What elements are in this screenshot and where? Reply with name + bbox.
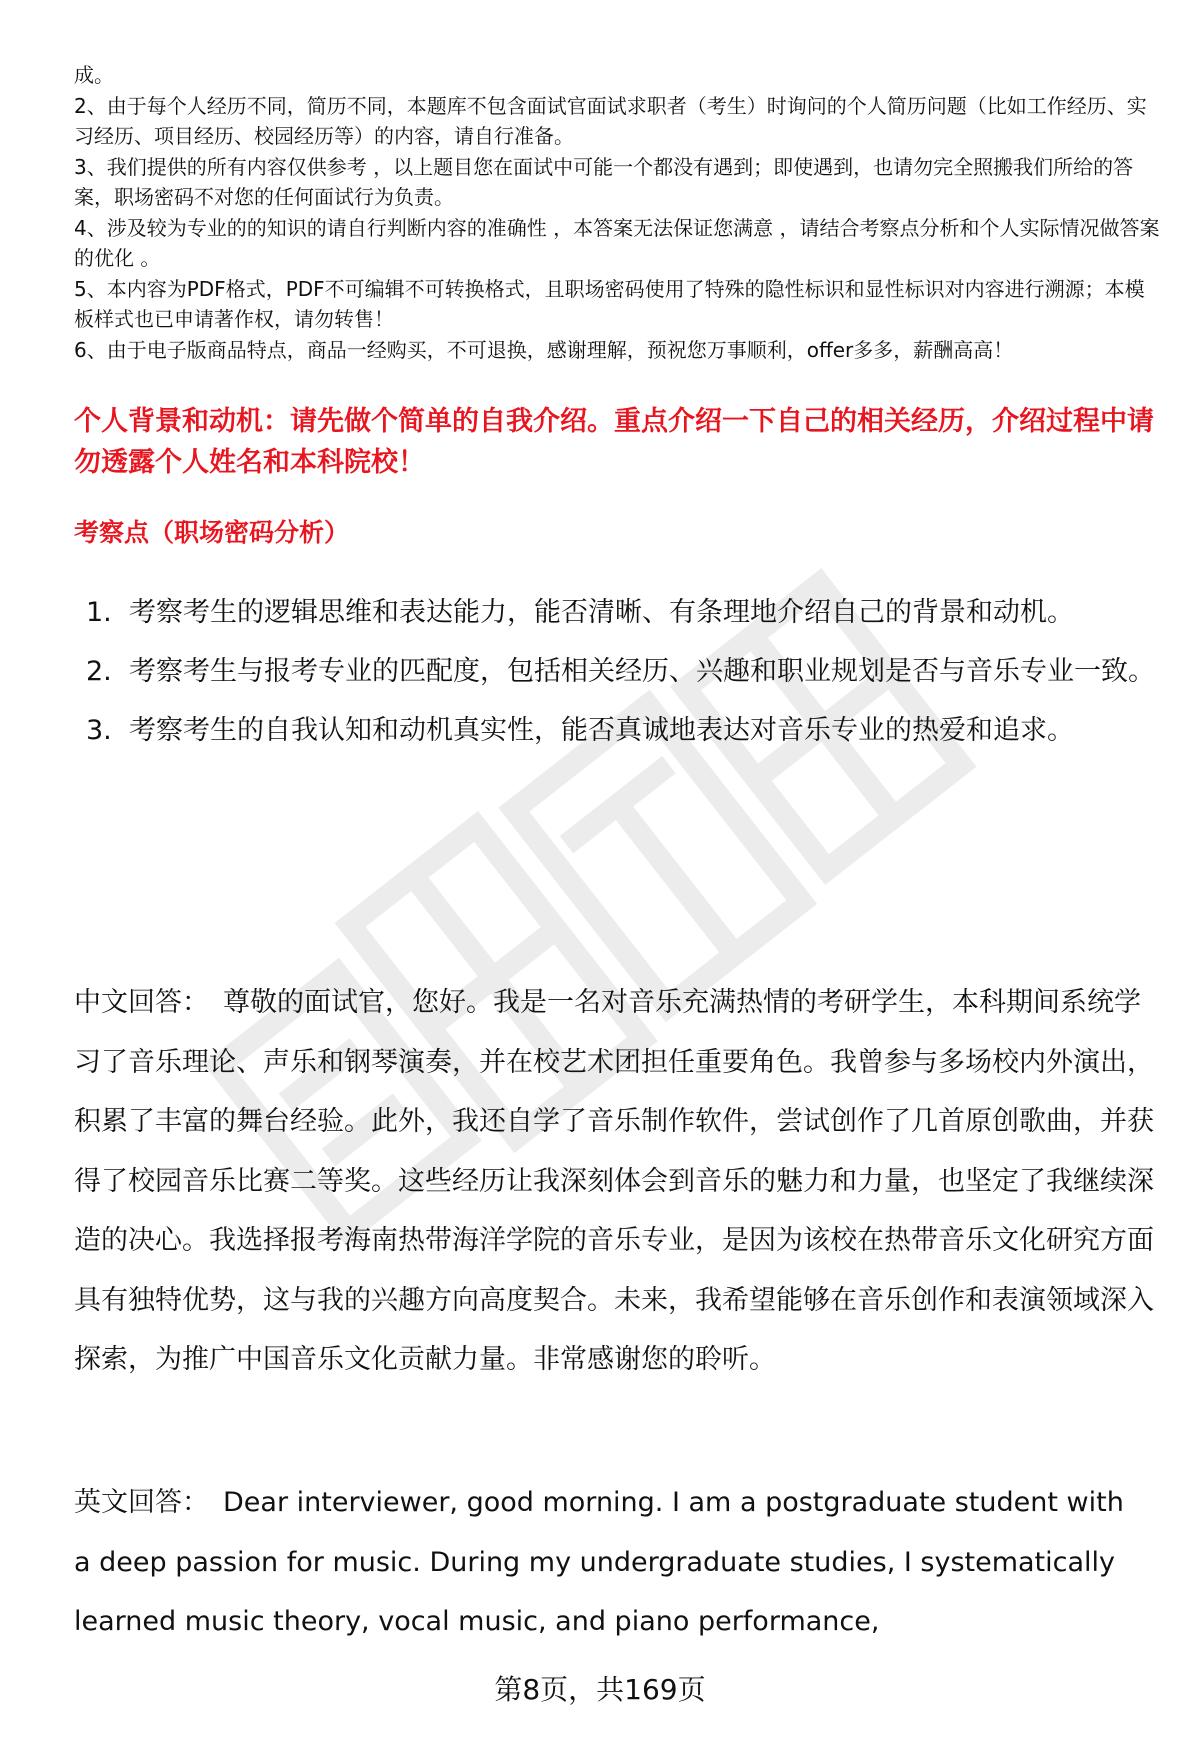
note-line: 5、本内容为PDF格式，PDF不可编辑不可转换格式，且职场密码使用了特殊的隐性标识和显性标识对内容进行溯源；本模板样式也已申请著作权，请勿转售！	[74, 276, 1145, 331]
list-text: 考察考生的逻辑思维和表达能力，能否清晰、有条理地介绍自己的背景和动机。	[129, 597, 1074, 628]
list-number: 3.	[86, 715, 112, 746]
chinese-answer-text: 尊敬的面试官，您好。我是一名对音乐充满热情的考研学生，本科期间系统学习了音乐理论、声乐和钢琴演奏，并在校艺术团担任重要角色。我曾参与多场校内外演出，积累了丰富的舞台经验。此外，我还自学了音乐制作软件，尝试创作了几首原创歌曲，并获得了校园音乐比赛二等奖。这些经历让我深刻体会到音乐的魅力和力量，也坚定了我继续深造的决心。我选择报考海南热带海洋学院的音乐专业，是因为该校在热带音乐文化研究方面具有独特优势，这与我的兴趣方向高度契合。未来，我希望能够在音乐创作和表演领域深入探索，为推广中国音乐文化贡献力量。非常感谢您的聆听。	[74, 987, 1154, 1375]
chinese-answer-label: 中文回答：	[74, 987, 209, 1018]
list-item	[74, 583, 1189, 642]
english-answer-text: Dear interviewer, good morning. I am a postgraduate student with a deep passion for music. During my undergraduate studies, I systematically learned music theory, vocal music, and piano performance,	[74, 1487, 1124, 1637]
interview-question: 个人背景和动机：请先做个简单的自我介绍。重点介绍一下自己的相关经历，介绍过程中请勿透露个人姓名和本科院校！	[74, 406, 1154, 478]
english-answer	[74, 1473, 1134, 1652]
list-item	[74, 701, 1189, 760]
chinese-answer	[74, 973, 1164, 1390]
list-number: 2.	[86, 656, 112, 687]
list-text: 考察考生的自我认知和动机真实性，能否真诚地表达对音乐专业的热爱和追求。	[129, 715, 1074, 746]
assessment-points-title: 考察点（职场密码分析）	[74, 518, 350, 547]
page-footer: 第8页，共169页	[494, 1673, 706, 1706]
disclaimer-notes	[74, 60, 1164, 365]
note-line: 2、由于每个人经历不同，简历不同，本题库不包含面试官面试求职者（考生）时询问的个人简历问题（比如工作经历、实习经历、项目经历、校园经历等）的内容，请自行准备。	[74, 93, 1147, 148]
note-line: 3、我们提供的所有内容仅供参考 ，以上题目您在面试中可能一个都没有遇到；即使遇到，也请勿完全照搬我们所给的答案，职场密码不对您的任何面试行为负责。	[74, 154, 1134, 209]
english-answer-label: 英文回答：	[74, 1487, 209, 1518]
note-line: 6、由于电子版商品特点，商品一经购买，不可退换，感谢理解，预祝您万事顺利，offer多多，薪酬高高！	[74, 337, 1014, 362]
note-line: 成。	[74, 63, 114, 87]
list-number: 1.	[86, 597, 112, 628]
note-line: 4、涉及较为专业的的知识的请自行判断内容的准确性 ，本答案无法保证您满意 ，请结合考察点分析和个人实际情况做答案的优化 。	[74, 215, 1160, 270]
list-item	[74, 642, 1189, 701]
assessment-points-list	[74, 583, 1164, 760]
list-text: 考察考生与报考专业的匹配度，包括相关经历、兴趣和职业规划是否与音乐专业一致。	[129, 656, 1155, 687]
